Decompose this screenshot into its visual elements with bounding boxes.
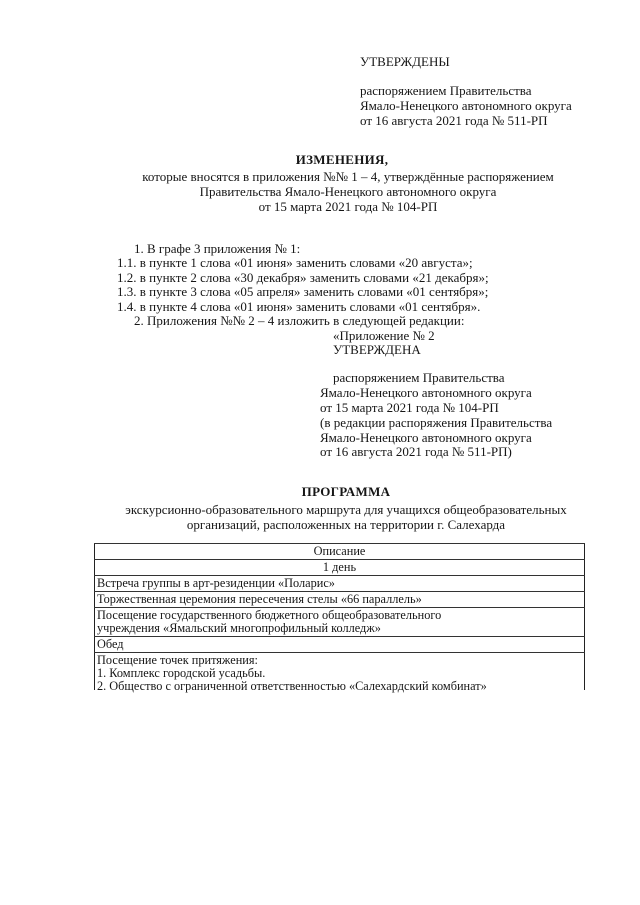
appendix-line: распоряжением Правительства (333, 370, 505, 385)
program-table (94, 543, 585, 693)
program-header (0, 484, 640, 532)
appendix-line: от 16 августа 2021 года № 511-РП) (320, 444, 512, 459)
table-row: 1. Комплекс городской усадьбы. (97, 666, 266, 680)
program-title: ПРОГРАММА (301, 484, 391, 499)
table-row: Посещение государственного бюджетного общеобразовательного (97, 608, 442, 622)
changes-title: ИЗМЕНЕНИЯ, (295, 152, 389, 167)
program-subtitle-line: организаций, расположенных на территории г. Салехарда (186, 517, 506, 532)
changes-subtitle-line: которые вносятся в приложения №№ 1 – 4, утверждённые распоряжением (142, 169, 554, 184)
table-row: учреждения «Ямальский многопрофильный колледж» (97, 621, 381, 635)
list-item: 1.2. в пункте 2 слова «30 декабря» заменить словами «21 декабря»; (117, 270, 489, 285)
table-row: 2. Общество с ограниченной ответственностью «Салехардский комбинат» (97, 679, 487, 693)
table-row: Обед (97, 637, 124, 651)
approval-heading: УТВЕРЖДЕНЫ (360, 54, 450, 69)
table-row: Торжественная церемония пересечения стелы «66 параллель» (97, 592, 422, 606)
changes-subtitle-line: от 15 марта 2021 года № 104-РП (258, 199, 438, 214)
approval-line: Ямало-Ненецкого автономного округа (360, 98, 572, 113)
appendix-line: Ямало-Ненецкого автономного округа (320, 430, 532, 445)
program-subtitle-line: экскурсионно-образовательного маршрута для учащихся общеобразовательных (125, 502, 567, 517)
table-row: Посещение точек притяжения: (97, 653, 258, 667)
changes-subtitle-line: Правительства Ямало-Ненецкого автономного округа (199, 184, 497, 199)
list-item: 1.3. в пункте 3 слова «05 апреля» заменить словами «01 сентября»; (117, 284, 489, 299)
appendix-line: от 15 марта 2021 года № 104-РП (320, 400, 499, 415)
changes-header (0, 152, 640, 214)
table-row: Встреча группы в арт-резиденции «Поларис» (97, 576, 335, 590)
appendix-heading: УТВЕРЖДЕНА (333, 342, 421, 357)
list-item: 1.4. в пункте 4 слова «01 июня» заменить словами «01 сентября». (117, 299, 481, 314)
approval-line: от 16 августа 2021 года № 511-РП (360, 113, 548, 128)
list-item: 1. В графе 3 приложения № 1: (134, 241, 301, 256)
appendix-line: (в редакции распоряжения Правительства (320, 415, 553, 430)
list-item: 2. Приложения №№ 2 – 4 изложить в следующей редакции: (134, 313, 465, 328)
appendix-label: «Приложение № 2 (333, 328, 435, 343)
table-header: Описание (313, 544, 366, 558)
table-day-row: 1 день (322, 560, 357, 574)
table-rule (94, 636, 585, 637)
list-item: 1.1. в пункте 1 слова «01 июня» заменить словами «20 августа»; (117, 255, 473, 270)
approval-line: распоряжением Правительства (360, 83, 532, 98)
appendix-line: Ямало-Ненецкого автономного округа (320, 385, 532, 400)
